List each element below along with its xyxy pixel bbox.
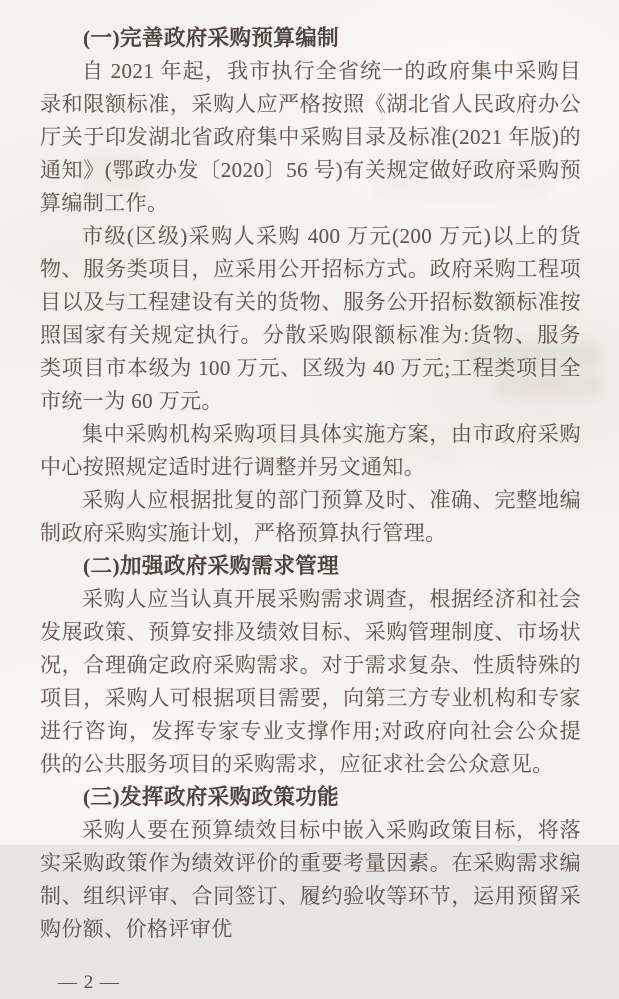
paragraph: 自 2021 年起，我市执行全省统一的政府集中采购目录和限额标准，采购人应严格按照《湖北省人民政府办公厅关于印发湖北省政府集中采购目录及标准(2021 年版)的通知》(鄂政办发〔2020〕56 号)有关规定做好政府采购预算编制工作。 bbox=[40, 59, 581, 215]
paragraph: 采购人要在预算绩效目标中嵌入采购政策目标，将落实采购政策作为绩效评价的重要考量因素。在采购需求编制、组织评审、合同签订、履约验收等环节，运用预留采购份额、价格评审优 bbox=[40, 818, 581, 941]
paragraph: 采购人应当认真开展采购需求调查，根据经济和社会发展政策、预算安排及绩效目标、采购管理制度、市场状况，合理确定政府采购需求。对于需求复杂、性质特殊的项目，采购人可根据项目需要，向第三方专业机构和专家进行咨询，发挥专家专业支撑作用;对政府向社会公众提供的公共服务项目的采购需求，应征求社会公众意见。 bbox=[40, 587, 581, 776]
section-heading-1: (一)完善政府采购预算编制 bbox=[83, 26, 340, 50]
paragraph: 集中采购机构采购项目具体实施方案，由市政府采购中心按照规定适时进行调整并另文通知。 bbox=[40, 422, 581, 479]
page-number: — 2 — bbox=[58, 972, 120, 993]
paragraph: 市级(区级)采购人采购 400 万元(200 万元)以上的货物、服务类项目，应采用公开招标方式。政府采购工程项目以及与工程建设有关的货物、服务公开招标数额标准按照国家有关规定执行。分散采购限额标准为:货物、服务类项目市本级为 100 万元、区级为 40 万元;工程类项目全市统一为 60 万元。 bbox=[40, 224, 581, 413]
section-heading-2: (二)加强政府采购需求管理 bbox=[83, 554, 340, 578]
paragraph: 采购人应根据批复的部门预算及时、准确、完整地编制政府采购实施计划，严格预算执行管理。 bbox=[40, 488, 581, 545]
section-heading-3: (三)发挥政府采购政策功能 bbox=[83, 785, 340, 809]
